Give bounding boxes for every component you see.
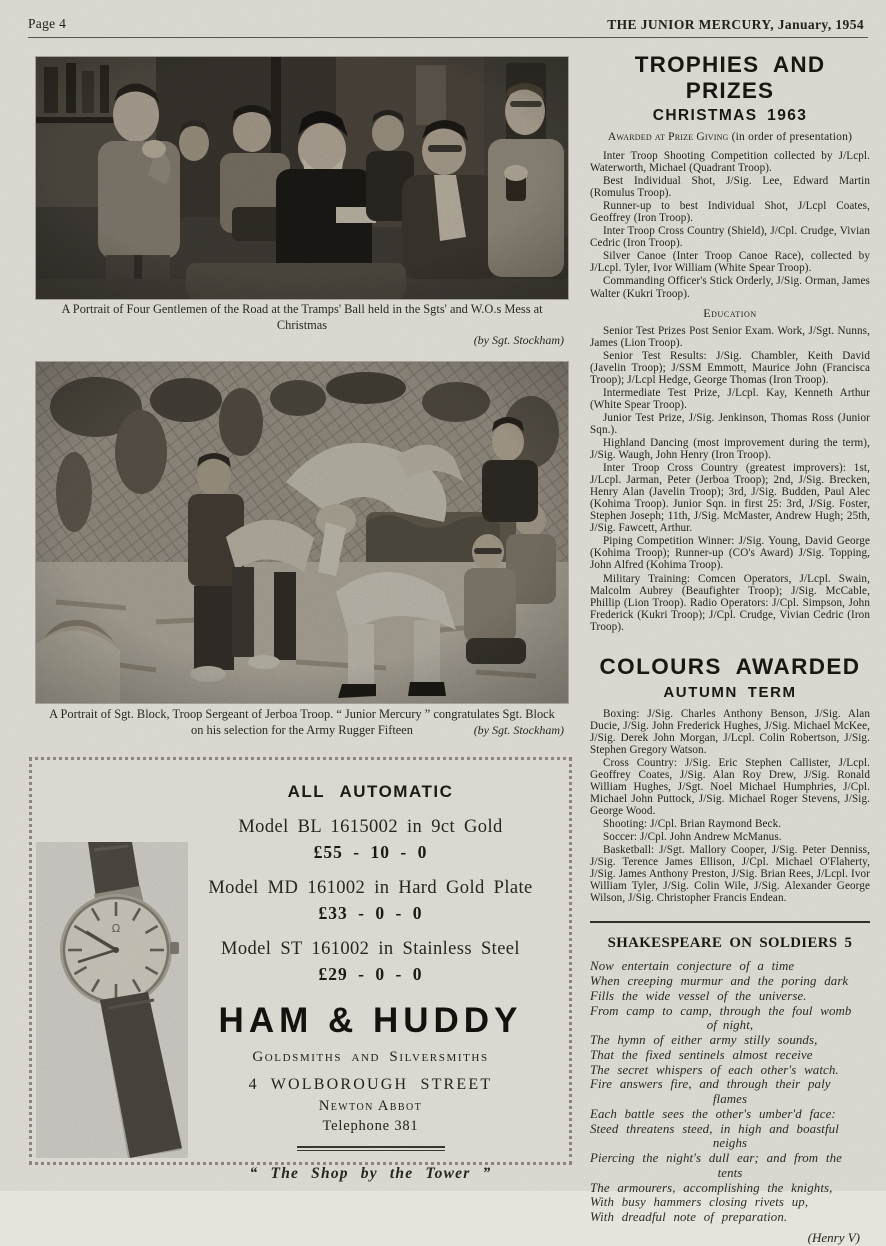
trophies-title: TROPHIES AND PRIZES [634, 52, 826, 103]
shakespeare-poem [590, 959, 870, 1225]
poem-line: The armourers, accomplishing the knights, [590, 1180, 833, 1195]
advert-slogan: “ The Shop by the Tower ” [249, 1165, 492, 1182]
photo2-caption-line1: A Portrait of Sgt. Block, Troop Sergeant of Jerboa Troop. “ Junior Mercury ” congratulates Sgt. Block [49, 707, 555, 721]
colours-subtitle: AUTUMN TERM [663, 683, 797, 701]
sgt-block-photo [36, 362, 568, 703]
trophies-item: Inter Troop Shooting Competition collected by J/Lcpl. Waterworth, Michael (Quadrant Troop). [590, 150, 870, 175]
trophies-list [590, 150, 870, 300]
shakespeare-title: SHAKESPEARE ON SOLDIERS 5 [607, 935, 853, 952]
colours-section [590, 654, 870, 905]
colours-title: COLOURS AWARDED [599, 653, 861, 679]
svg-text:Ω: Ω [111, 922, 121, 935]
colours-item: Shooting: J/Cpl. Brian Raymond Beck. [603, 818, 782, 831]
advert-model-3: Model ST 161002 in Stainless Steel [221, 939, 520, 959]
poem-line: neighs [712, 1136, 748, 1151]
trophies-intro-rest: (in order of presentation) [728, 131, 853, 143]
trophies-item: Inter Troop Cross Country (Shield), J/Cpl. Crudge, Vivian Cedric (Iron Troop). [590, 225, 870, 250]
advert-model-1: Model BL 1615002 in 9ct Gold [238, 817, 503, 837]
tramps-ball-photo [36, 57, 568, 299]
education-item: Inter Troop Cross Country (greatest improvers): 1st, J/Lcpl. Jarman, Peter (Jerboa Troop); 2nd, J/Sig. Brecken, Henry Alan (Javelin Troop); 3rd, J/Sig. Budden, Paul Alec (Kohima Troop). Junior Sqn. in first 25: 3rd, J/Sig. Foster, Stephen Joseph; 11th, J/Sig. McMaster, Andrew Hugh; 25th, J/Sig. Fawcett, Arthur. [590, 462, 870, 535]
trophies-item: Silver Canoe (Inter Troop Canoe Race), collected by J/Lcpl. Tyler, Ivor William (White Spear Troop). [590, 250, 870, 275]
poem-line: tents [717, 1165, 743, 1180]
poem-line: of night, [706, 1018, 754, 1033]
right-column [590, 52, 870, 1246]
education-item: Junior Test Prize, J/Sig. Jenkinson, Thomas Ross (Junior Sqn.). [590, 411, 870, 436]
poem-line: With dreadful note of preparation. [590, 1210, 788, 1225]
photo2-caption-line2-row [36, 723, 568, 739]
poem-line: When creeping murmur and the poring dark [590, 974, 849, 989]
advert-price-3: £29 - 0 - 0 [318, 964, 423, 984]
colours-list [590, 708, 870, 905]
watch-illustration [36, 842, 188, 1158]
advert-divider [297, 1146, 445, 1151]
trophies-item: Runner-up to best Individual Shot, J/Lcpl Coates, Geoffrey (Iron Troop). [590, 200, 870, 225]
poem-line: With busy hammers closing rivets up, [590, 1195, 809, 1210]
photo1-caption [36, 302, 568, 349]
header-rule [28, 37, 868, 38]
poem-attribution: (Henry V) [807, 1229, 860, 1245]
photo1-caption-text: A Portrait of Four Gentlemen of the Road at the Tramps' Ball held in the Sgts' and W.O.s Mess at Christmas [61, 302, 543, 332]
education-list [590, 325, 870, 633]
photo2-caption [36, 707, 568, 738]
watch-advert [29, 757, 572, 1182]
poem-line: The secret whispers of each other's watch. [590, 1062, 839, 1077]
masthead-title: THE JUNIOR MERCURY, January, 1954 [607, 17, 864, 32]
advert-price-1: £55 - 10 - 0 [313, 842, 428, 862]
trophies-item: Best Individual Shot, J/Sig. Lee, Edward Martin (Romulus Troop). [590, 175, 870, 200]
poem-line: The hymn of either army stilly sounds, [590, 1033, 818, 1048]
poem-line: Fire answers fire, and through their paly [590, 1077, 831, 1092]
education-item: Intermediate Test Prize, J/Lcpl. Kay, Kenneth Arthur (White Spear Troop). [590, 386, 870, 411]
trophies-intro-caps: Awarded at Prize Giving [607, 131, 729, 143]
education-item: Highland Dancing (most improvement during the term), J/Sig. Waugh, John Henry (Iron Troop). [590, 436, 870, 462]
trophies-subtitle: CHRISTMAS 1963 [652, 107, 808, 124]
poem-line: flames [712, 1092, 748, 1107]
education-heading: Education [703, 305, 757, 320]
advert-text [180, 760, 561, 1183]
shakespeare-divider [590, 921, 870, 923]
education-item: Senior Test Results: J/Sig. Chambler, Keith David (Javelin Troop); J/SSM Emmott, Maurice John (Francisca Troop); J/Lcpl Hedge, George Thomas (Iron Troop). [590, 349, 870, 386]
advert-address-street: 4 WOLBOROUGH STREET [248, 1076, 493, 1093]
photo2-caption-line2: on his selection for the Army Rugger Fifteen [191, 722, 413, 737]
advert-headline: ALL AUTOMATIC [287, 782, 454, 801]
poem-line: That the fixed sentinels almost receive [590, 1047, 813, 1062]
poem-line: Fills the wide vessel of the universe. [590, 988, 807, 1003]
poem-line: Now entertain conjecture of a time [590, 959, 795, 974]
poem-line: Each battle sees the other's umber'd face: [590, 1106, 836, 1121]
colours-item: Soccer: J/Cpl. John Andrew McManus. [603, 831, 782, 844]
advert-price-2: £33 - 0 - 0 [318, 903, 423, 923]
photo1-credit: (by Sgt. Stockham) [473, 333, 564, 347]
advert-tagline: Goldsmiths and Silversmiths [252, 1049, 489, 1065]
education-item: Piping Competition Winner: J/Sig. Young, David George (Kohima Troop); Runner-up (CO's Award) J/Sig. Topping, John Alfred (Kohima Troop). [590, 535, 870, 572]
colours-item: Boxing: J/Sig. Charles Anthony Benson, J/Sig. Alan Ducie, J/Sig. John Frederick Hughes, J/Sig. Michael McKee, J/Sig. Derek John Morgan, J/Lcpl. Colin Robertson, J/Sig. Stephen Gregory Watson. [590, 707, 870, 756]
tramps-ball-photo-illustration [36, 57, 568, 299]
photo2-credit: (by Sgt. Stockham) [473, 722, 564, 737]
trophies-intro [590, 131, 870, 143]
poem-line: Steed threatens steed, in high and boastful [590, 1121, 839, 1136]
trophies-item: Commanding Officer's Stick Orderly, J/Sig. Orman, James Walter (Kukri Troop). [590, 275, 870, 300]
colours-item: Basketball: J/Sgt. Mallory Cooper, J/Sig. Peter Denniss, J/Sig. Terence James Ellison, J/Cpl. Michael O'Flaherty, J/Sig. James Anthony Preston, J/Sig. Brian Rees, J/Lcpl. Ivor William Tyler, J/Sig. Colin Wile, J/Sig. Alexander George Wilson, J/Sig. Christopher Francis Endean. [590, 844, 870, 905]
education-item: Senior Test Prizes Post Senior Exam. Work, J/Sgt. Nunns, James (Lion Troop). [590, 324, 870, 349]
colours-item: Cross Country: J/Sig. Eric Stephen Callister, J/Lcpl. Geoffrey Coates, J/Sig. Alan Roy Drew, J/Sig. Ronald William Hughes, J/Sgt. Noel Michael Humphries, J/Cpl. Michael John Puttock, J/Sig. Michael Roger Stevens, J/Sig. George Wood. [590, 756, 870, 818]
poem-line: Piercing the night's dull ear; and from the [590, 1151, 842, 1166]
page-number: Page 4 [28, 16, 67, 31]
poem-line: From camp to camp, through the foul womb [590, 1003, 852, 1018]
advert-address-town: Newton Abbot [318, 1098, 423, 1114]
sgt-block-photo-illustration [36, 362, 568, 703]
education-item: Military Training: Comcen Operators, J/Lcpl. Swain, Malcolm Aubrey (Beaufighter Troop); J/Sig. McCable, Phillip (Lion Troop). Radio Operators: J/Cpl. Simpson, John Frederick (Kukri Troop); J/Cpl. Crudge, Vivian Cedric (Iron Troop). [590, 572, 870, 633]
advert-model-2: Model MD 161002 in Hard Gold Plate [208, 878, 533, 898]
advert-shop-name: HAM & HUDDY [218, 1001, 523, 1040]
advert-telephone: Telephone 381 [322, 1118, 419, 1134]
